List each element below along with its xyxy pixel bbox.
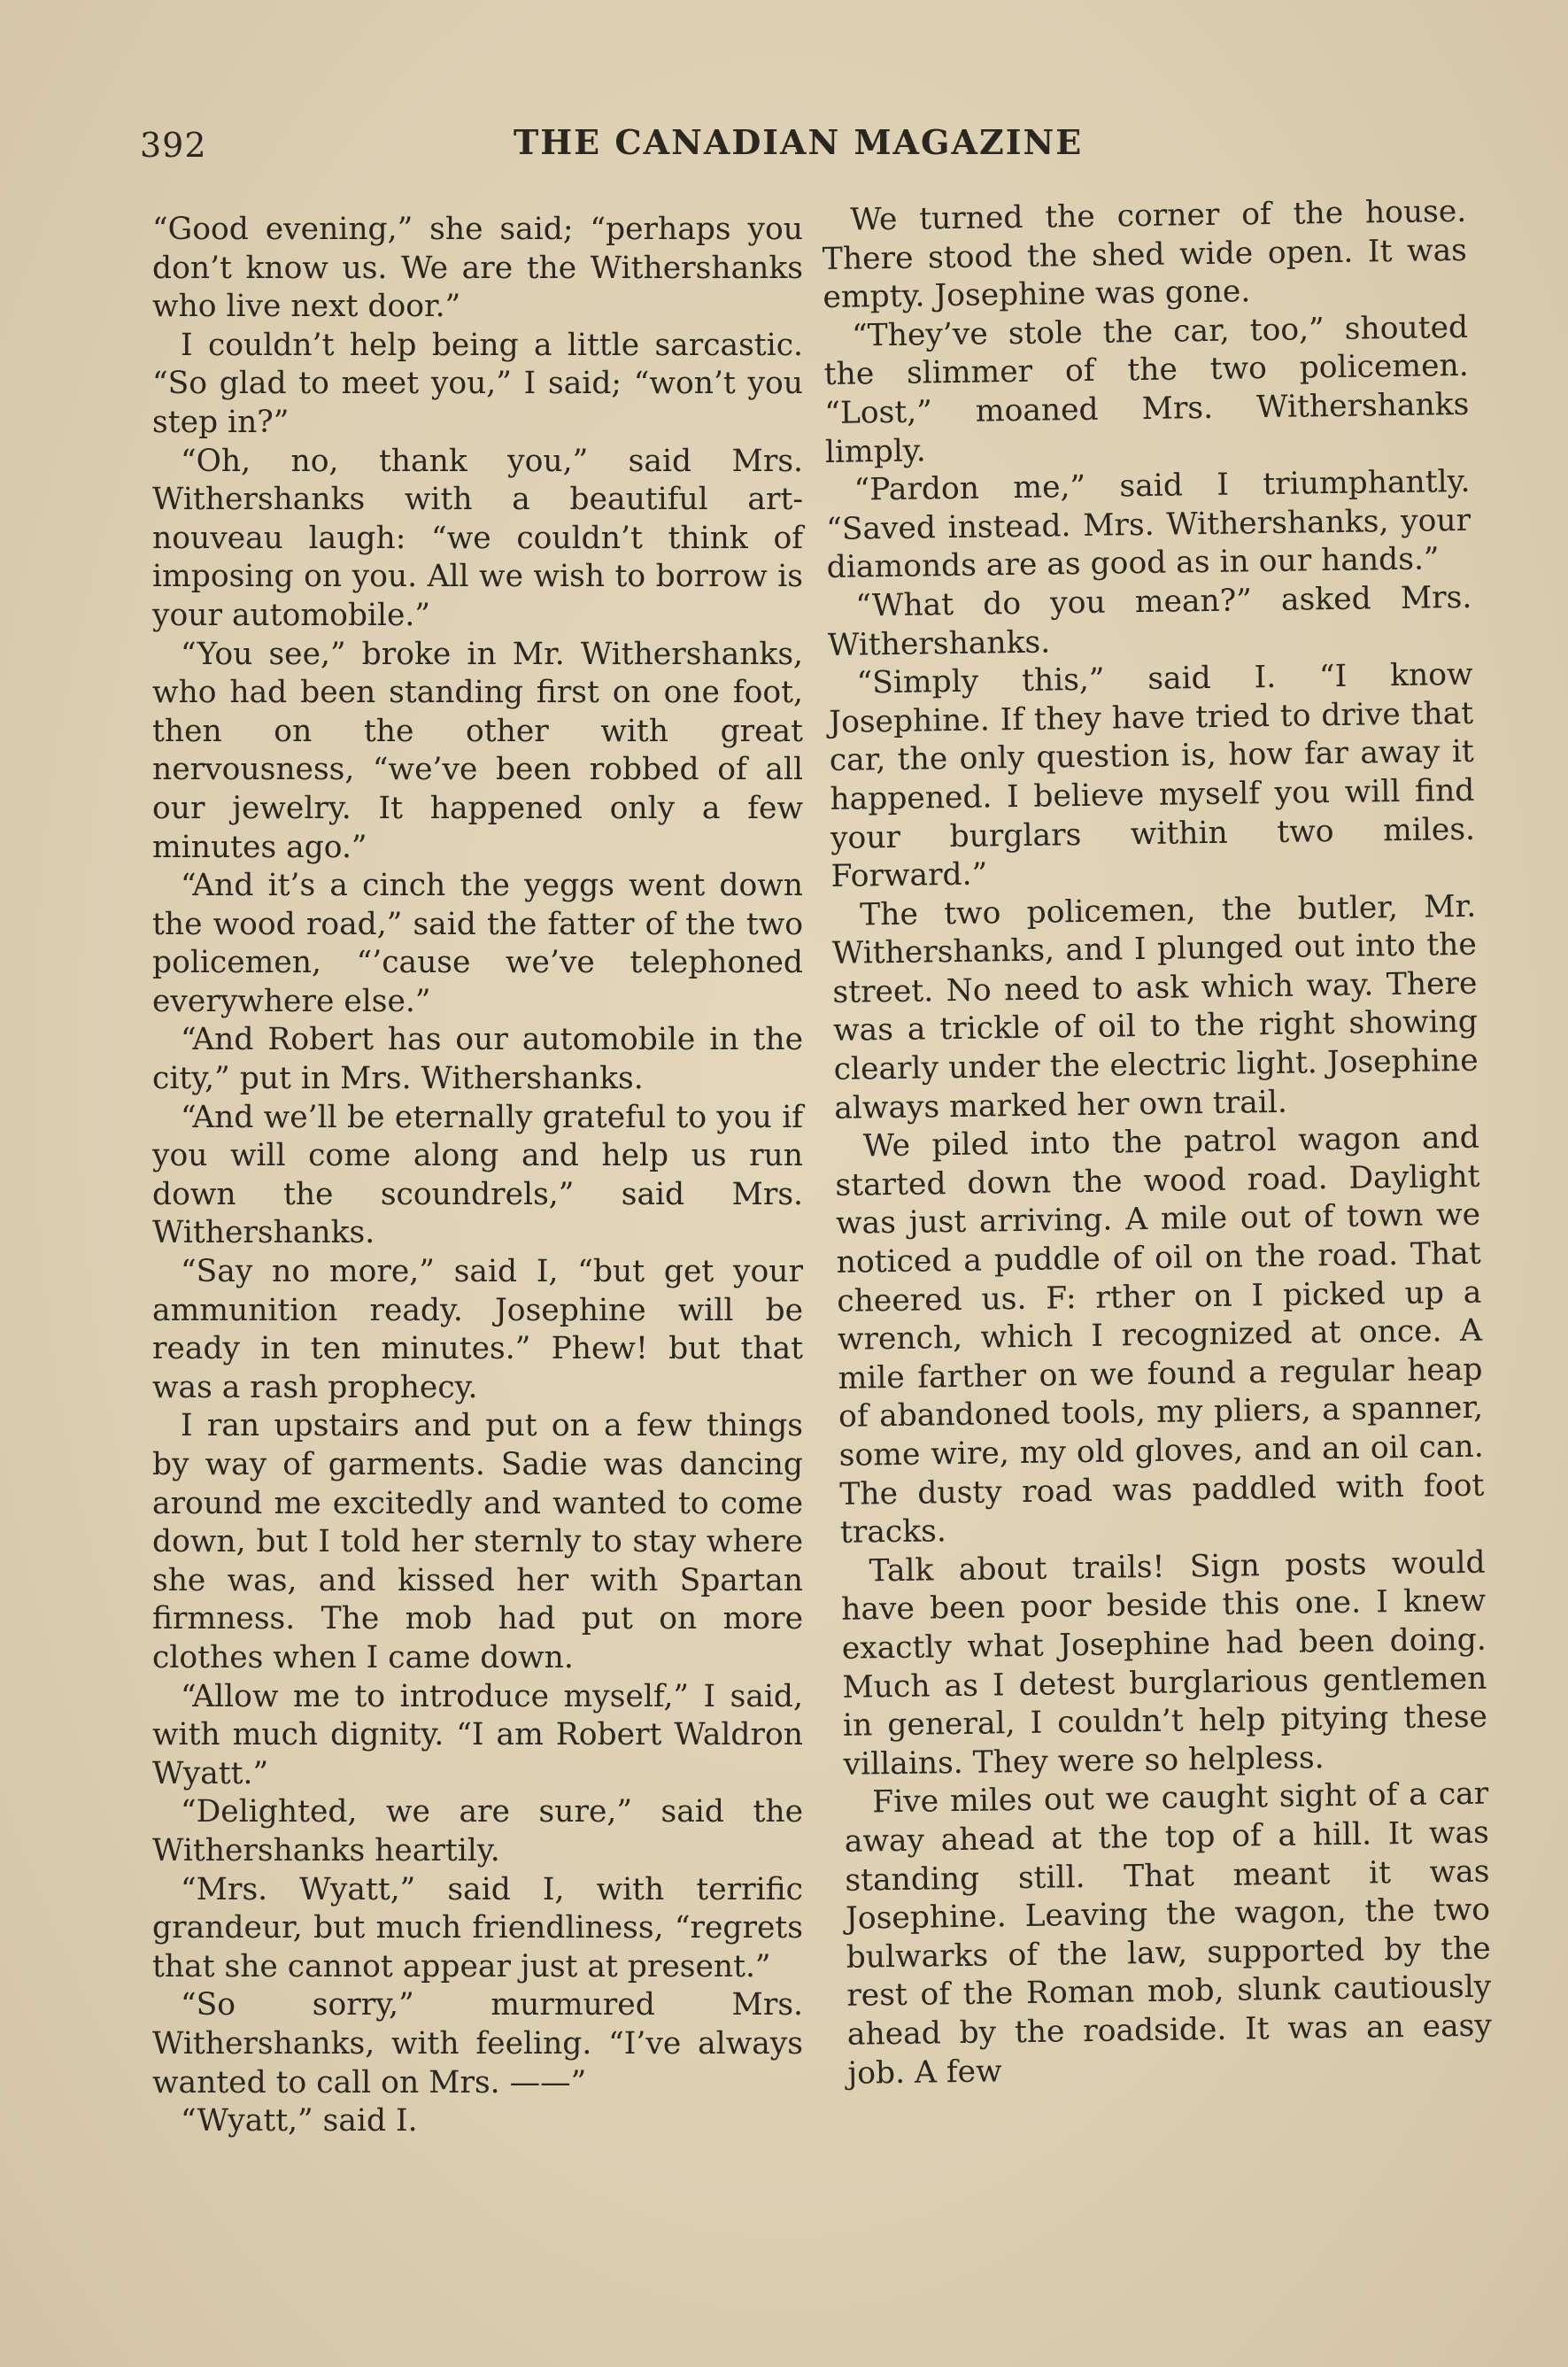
- paragraph: “And Robert has our automobile in the city,” put in Mrs. Withershanks.: [152, 1022, 803, 1097]
- paragraph: “They’ve stole the car, too,” shouted the slimmer of the two policemen. “Lost,” moaned Mrs. Withershanks limply.: [823, 309, 1470, 470]
- page-number: 392: [140, 126, 207, 165]
- paragraph: The two policemen, the butler, Mr. Withershanks, and I plunged out into the street. No need to ask which way. There was a trickle of oil to the right showing clearly under the electric light. Josephine always marked her own trail.: [831, 888, 1479, 1126]
- paragraph: “Say no more,” said I, “but get your ammunition ready. Josephine will be ready in ten minutes.” Phew! but that was a rash prophecy.: [152, 1254, 803, 1405]
- paragraph: “Delighted, we are sure,” said the Withershanks heartily.: [152, 1794, 803, 1868]
- paragraph: “Allow me to introduce myself,” I said, with much dignity. “I am Robert Waldron Wyatt.”: [152, 1678, 803, 1791]
- paragraph: I couldn’t help being a little sarcastic. “So glad to meet you,” I said; “won’t you step in?”: [152, 327, 803, 440]
- paragraph: “Oh, no, thank you,” said Mrs. Withershanks with a beautiful art-nouveau laugh: “we couldn’t think of imposing on you. All we wish to borrow is your automobile.”: [152, 443, 803, 633]
- right-column: [822, 193, 1493, 2093]
- paragraph: “Pardon me,” said I triumphantly. “Saved instead. Mrs. Withershanks, your diamonds are as good as in our hands.”: [825, 463, 1471, 586]
- paragraph: “And we’ll be eternally grateful to you if you will come along and help us run down the scoundrels,” said Mrs. Withershanks.: [152, 1099, 803, 1251]
- paragraph: “You see,” broke in Mr. Withershanks, who had been standing first on one foot, then on the other with great nervousness, “we’ve been robbed of all our jewelry. It happened only a few minutes ago.”: [152, 636, 803, 865]
- paragraph: Five miles out we caught sight of a car away ahead at the top of a hill. It was standing still. That meant it was Josephine. Leaving the wagon, the two bulwarks of the law, supported by the rest of the Roman mob, slunk cautiously ahead by the roadside. It was an easy job. A few: [844, 1776, 1493, 2092]
- paragraph: “And it’s a cinch the yeggs went down the wood road,” said the fatter of the two policemen, “’cause we’ve telephoned everywhere else.”: [152, 868, 803, 1019]
- paragraph: Talk about trails! Sign posts would have been poor beside this one. I knew exactly what Josephine had been doing. Much as I detest burglarious gentlemen in general, I couldn’t help pitying these villains. They were so helpless.: [840, 1544, 1488, 1783]
- paragraph: “Simply this,” said I. “I know Josephine. If they have tried to drive that car, the only question is, how far away it happened. I believe myself you will find your burglars within two miles. Forward.”: [828, 656, 1476, 895]
- paragraph: “What do you mean?” asked Mrs. Withershanks.: [827, 579, 1472, 663]
- paragraph: “Wyatt,” said I.: [181, 2103, 418, 2139]
- paragraph: “Good evening,” she said; “perhaps you don’t know us. We are the Withershanks who live next door.”: [152, 212, 803, 325]
- paragraph: “Mrs. Wyatt,” said I, with terrific grandeur, but much friendliness, “regrets that she cannot appear just at present.”: [152, 1871, 803, 1984]
- running-title: THE CANADIAN MAGAZINE: [514, 122, 1084, 162]
- paragraph: We turned the corner of the house. There stood the shed wide open. It was empty. Josephine was gone.: [822, 193, 1468, 316]
- paragraph: I ran upstairs and put on a few things by way of garments. Sadie was dancing around me excitedly and wanted to come down, but I told her sternly to stay where she was, and kissed her with Spartan firmness. The mob had put on more clothes when I came down.: [152, 1408, 803, 1675]
- paragraph: “So sorry,” murmured Mrs. Withershanks, with feeling. “I’ve always wanted to call on Mrs. ——”: [152, 1987, 803, 2100]
- paragraph: We piled into the patrol wagon and started down the wood road. Daylight was just arriving. A mile out of town we noticed a puddle of oil on the road. That cheered us. F: rther on I picked up a wrench, which I recognized at once. A mile farther on we found a regular heap of abandoned tools, my pliers, a spanner, some wire, my old gloves, and an oil can. The dusty road was paddled with foot tracks.: [835, 1119, 1485, 1551]
- left-column: [152, 211, 803, 2141]
